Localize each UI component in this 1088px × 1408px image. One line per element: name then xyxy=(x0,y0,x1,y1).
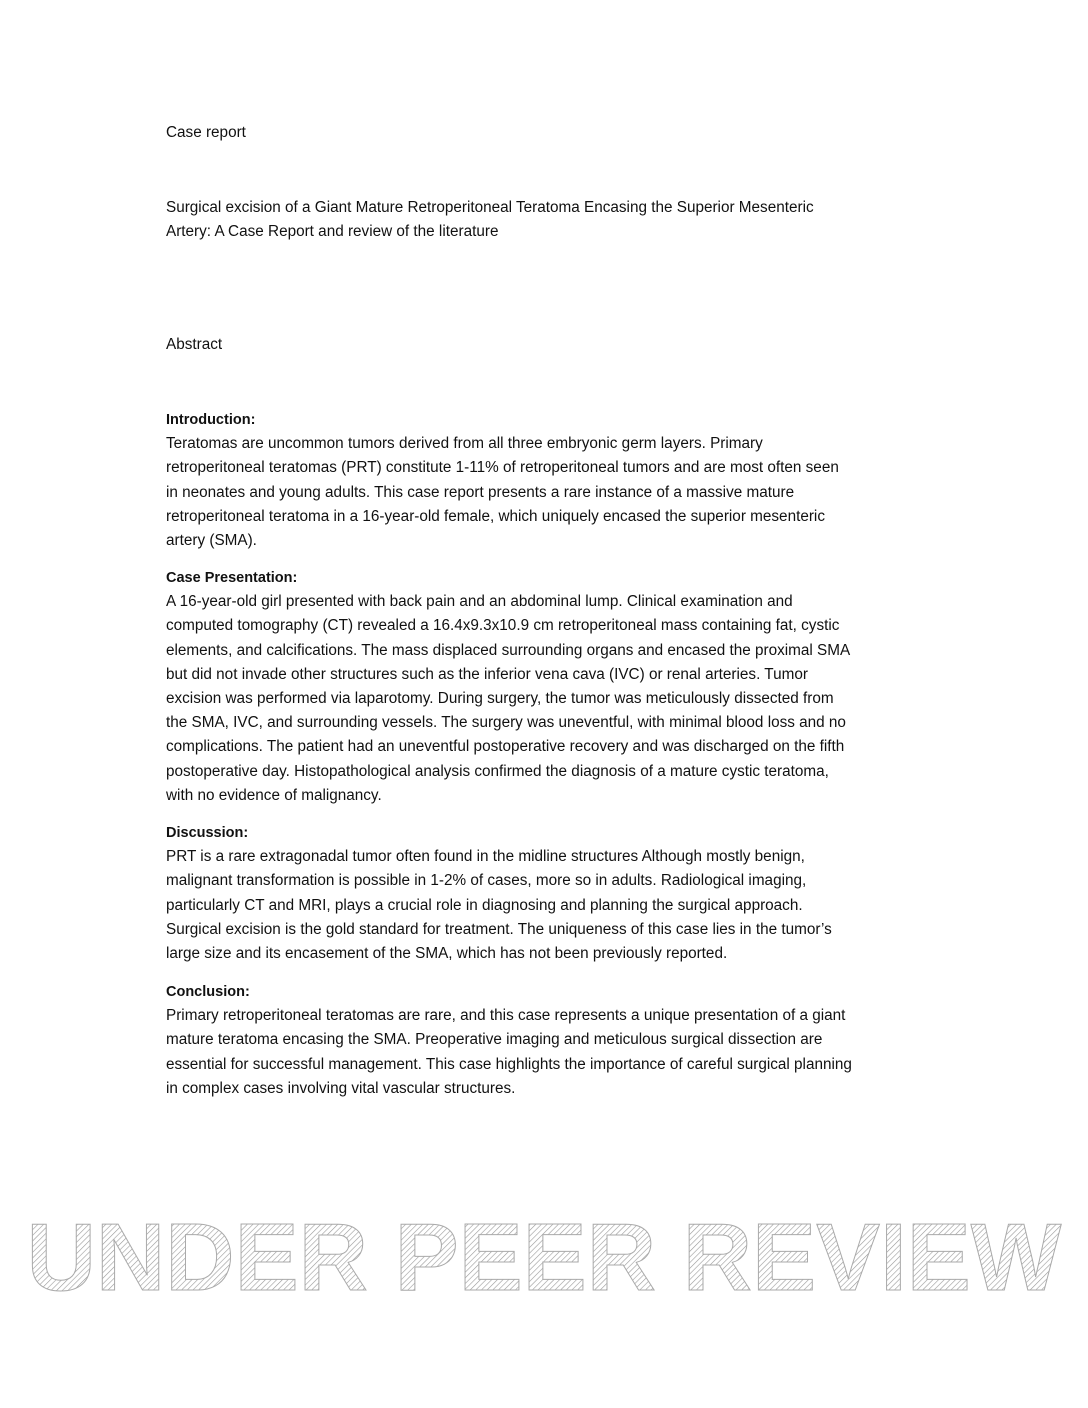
text-line: Surgical excision is the gold standard for treatment. The uniqueness of this case lies in the tumor’s xyxy=(166,920,832,938)
article-type: Case report xyxy=(166,124,246,141)
text-line: in neonates and young adults. This case report presents a rare instance of a massive mature xyxy=(166,483,795,501)
text-line: but did not invade other structures such as the inferior vena cava (IVC) or renal arteries. Tumor xyxy=(166,665,808,683)
title-line: Artery: A Case Report and review of the literature xyxy=(166,223,499,241)
text-line: artery (SMA). xyxy=(166,532,257,550)
article-title xyxy=(166,196,814,244)
title-line: Surgical excision of a Giant Mature Retroperitoneal Teratoma Encasing the Superior Mesenteric xyxy=(166,199,814,216)
section-heading: Discussion: xyxy=(166,825,249,841)
section-case-presentation xyxy=(166,566,850,808)
text-line: elements, and calcifications. The mass displaced surrounding organs and encased the proximal SMA xyxy=(166,641,851,659)
watermark-text: UNDER PEER REVIEW xyxy=(26,1204,1062,1311)
text-line: with no evidence of malignancy. xyxy=(166,786,382,804)
text-line: A 16-year-old girl presented with back pain and an abdominal lump. Clinical examination and xyxy=(166,593,793,611)
section-discussion xyxy=(166,821,832,966)
text-line: essential for successful management. This case highlights the importance of careful surgical planning xyxy=(166,1055,852,1073)
text-line: PRT is a rare extragonadal tumor often found in the midline structures Although mostly benign, xyxy=(166,848,805,866)
text-line: Teratomas are uncommon tumors derived from all three embryonic germ layers. Primary xyxy=(166,435,763,453)
text-line: excision was performed via laparotomy. During surgery, the tumor was meticulously dissected from xyxy=(166,690,834,708)
section-conclusion xyxy=(166,980,852,1101)
text-line: in complex cases involving vital vascular structures. xyxy=(166,1079,516,1097)
text-line: Primary retroperitoneal teratomas are rare, and this case represents a unique presentation of a giant xyxy=(166,1007,846,1025)
section-heading: Conclusion: xyxy=(166,984,250,1000)
text-line: the SMA, IVC, and surrounding vessels. The surgery was uneventful, with minimal blood loss and no xyxy=(166,714,846,732)
text-line: complications. The patient had an uneventful postoperative recovery and was discharged on the fifth xyxy=(166,738,845,756)
text-line: mature teratoma encasing the SMA. Preoperative imaging and meticulous surgical dissection are xyxy=(166,1031,823,1049)
under-peer-review-watermark xyxy=(0,1160,1088,1360)
text-line: postoperative day. Histopathological analysis confirmed the diagnosis of a mature cystic teratoma, xyxy=(166,762,829,780)
abstract-heading: Abstract xyxy=(166,336,223,353)
section-introduction xyxy=(166,408,839,553)
text-line: retroperitoneal teratomas (PRT) constitute 1-11% of retroperitoneal tumors and are most often seen xyxy=(166,459,839,477)
text-line: malignant transformation is possible in 1-2% of cases, more so in adults. Radiological imaging, xyxy=(166,872,807,890)
section-heading: Case Presentation: xyxy=(166,570,298,586)
text-line: large size and its encasement of the SMA, which has not been previously reported. xyxy=(166,945,728,963)
section-heading: Introduction: xyxy=(166,412,256,428)
text-line: particularly CT and MRI, plays a crucial role in diagnosing and planning the surgical approach. xyxy=(166,896,803,914)
text-line: computed tomography (CT) revealed a 16.4x9.3x10.9 cm retroperitoneal mass containing fat, cystic xyxy=(166,617,840,635)
text-line: retroperitoneal teratoma in a 16-year-old female, which uniquely encased the superior mesenteric xyxy=(166,507,825,525)
